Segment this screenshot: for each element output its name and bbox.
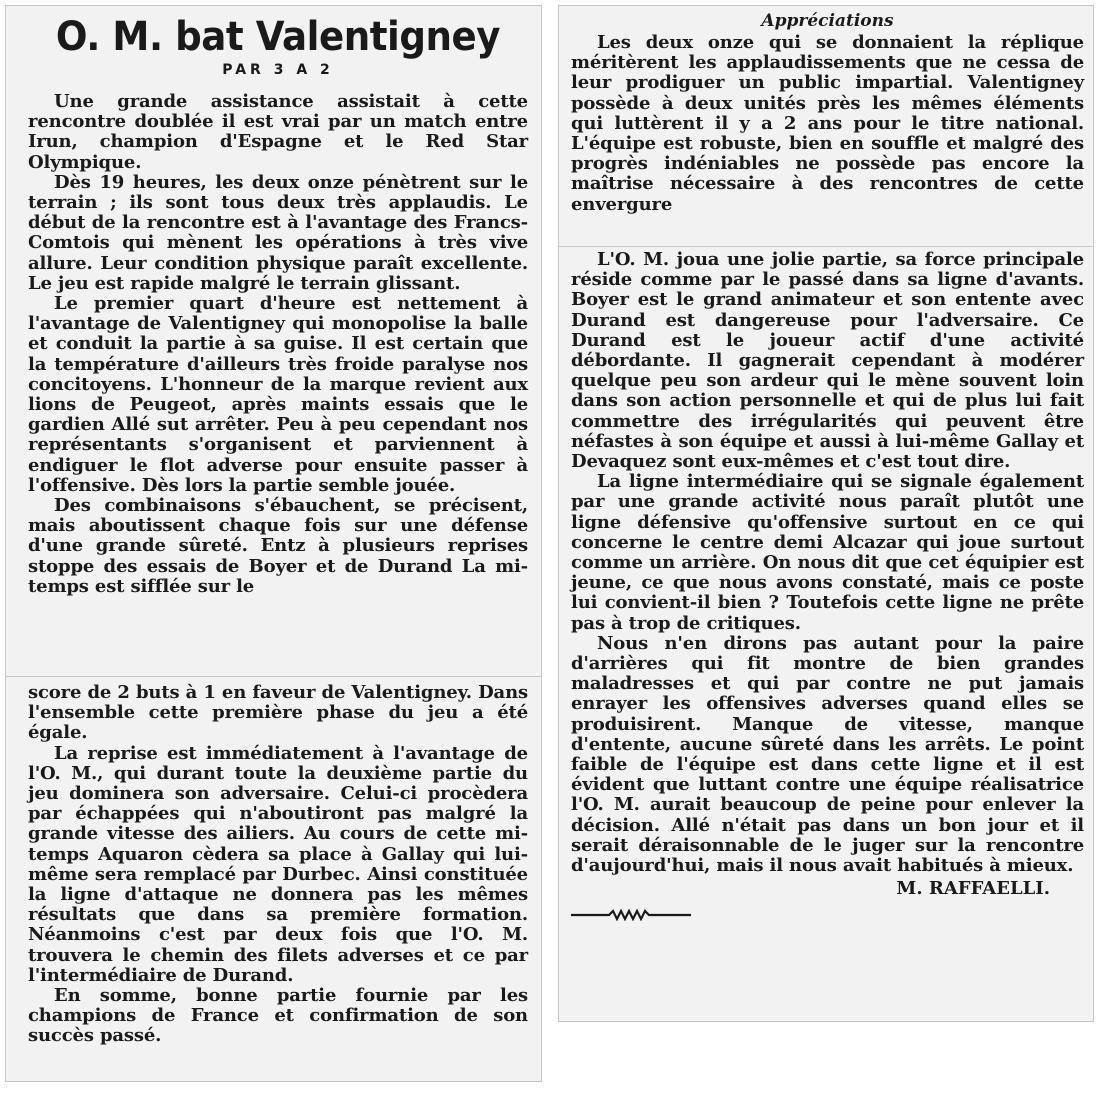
paragraph: En somme, bonne partie fournie par les champions de France et confirmation de son succès passé. [28,985,528,1047]
paragraph: La reprise est immédiatement à l'avantage de l'O. M., qui durant toute la deuxième partie du jeu dominera son adversaire. Celui-ci procèdera par échappées qui n'aboutiront pas malgré la grande vitesse des ailiers. Au cours de cette mi-temps Aquaron cèdera sa place à Gallay qui lui-même sera remplacé par Durbec. Ainsi constituée la ligne d'attaque ne donnera pas les mêmes résultats que dans sa première formation. Néanmoins c'est par deux fois que l'O. M. trouvera le chemin des filets adverses et ce par l'intermédiaire de Durand. [28,742,528,986]
subheadline: PAR 3 A 2 [222,62,334,78]
ornamental-rule [571,909,691,921]
paragraph-continued: score de 2 buts à 1 en faveur de Valentigney. Dans l'ensemble cette première phase du jeu a été égale. [28,682,528,744]
paragraph: Le premier quart d'heure est nettement à l'avantage de Valentigney qui monopolise la balle et conduit la partie à sa guise. Il est certain que la température d'ailleurs très froide paralyse nos concitoyens. L'honneur de la marque revient aux lions de Peugeot, après maints essais que le gardien Allé sut arrêter. Peu à peu cependant nos représentants s'organisent et parviennent à endiguer le flot adverse pour ensuite passer à l'offensive. Dès lors la partie semble jouée. [28,293,528,496]
article-clip-column2-bottom [558,246,1094,1022]
paragraph: Une grande assistance assistait à cette rencontre doublée il est vrai par un match entre Irun, champion d'Espagne et le Red Star Olympique. [28,91,528,173]
article-clip-column1-top [5,5,542,677]
paragraph: Dès 19 heures, les deux onze pénètrent sur le terrain ; ils sont tous deux très applaudis. Le début de la rencontre est à l'avantage des Francs-Comtois qui mènent les opérations à très vive allure. Leur condition physique paraît excellente. Le jeu est rapide malgré le terrain glissant. [28,171,528,294]
article-clip-column1-bottom [5,676,542,1082]
paragraph: Des combinaisons s'ébauchent, se précisent, mais aboutissent chaque fois sur une défense d'une grande sûreté. Entz à plusieurs reprises stoppe des essais de Boyer et de Durand La mi-temps est sifflée sur le [28,495,528,597]
paragraph: Nous n'en dirons pas autant pour la paire d'arrières qui fit montre de bien grandes maladresses et qui par contre ne put jamais enrayer les offensives adverses quand elles se produisirent. Manque de vitesse, manque d'entente, aucune sûreté dans les arrêts. Le point faible de l'équipe est dans cette ligne et il est évident que luttant contre une équipe réalisatrice l'O. M. aurait beaucoup de peine pour enlever la décision. Allé n'était pas dans un bon jour et il serait déraisonnable de le juger sur la rencontre d'aujourd'hui, mais il nous avait habitués à mieux. [571,632,1084,877]
paragraph: Les deux onze qui se donnaient la réplique méritèrent les applaudissements que ne cessa de leur prodiguer un public impartial. Valentigney possède à deux unités près les mêmes éléments qui luttèrent il y a 2 ans pour le titre national. L'équipe est robuste, bien en souffle et malgré des progrès indéniables ne possède pas encore la maîtrise nécessaire à des rencontres de cette envergure [571,32,1084,215]
article-clip-column2-top [558,5,1094,247]
headline: O. M. bat Valentigney [55,14,501,60]
paragraph: L'O. M. joua une jolie partie, sa force principale réside comme par le passé dans sa ligne d'avants. Boyer est le grand animateur et son entente avec Durand est dangereuse pour l'adversaire. Ce Durand est le joueur actif d'une activité débordante. Il gagnerait cependant à modérer quelque peu son ardeur qui le mène souvent loin dans son action personnelle et qui de plus lui fait commettre des irrégularités qui peuvent être néfastes à son équipe et aussi à lui-même Gallay et Devaquez sont eux-mêmes et c'est tout dire. [571,249,1084,473]
author-signature: M. RAFFAELLI. [896,878,1050,900]
paragraph: La ligne intermédiaire qui se signale également par une grande activité nous paraît plutôt une ligne défensive qu'offensive surtout en ce qui concerne le centre demi Alcazar qui joue surtout comme un arrière. On nous dit que cet équipier est jeune, ce que nous avons constaté, mais ce poste lui convient-il bien ? Toutefois cette ligne ne prête pas à trop de critiques. [571,471,1084,634]
section-heading: Appréciations [761,11,894,31]
